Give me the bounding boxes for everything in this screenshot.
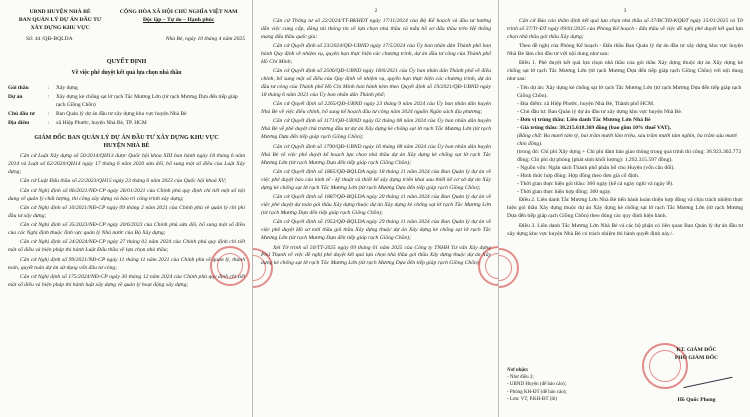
info-value: Xây dựng kè chống sạt lở rạch Tắc Mương Lớn (từ rạch Mương Dựa đến tiếp giáp rạch Giồng Chồn): [56, 93, 238, 108]
award-item: - Hình thức hợp đồng: Hợp đồng theo đơn giá cố định.: [517, 172, 640, 179]
proposal-paragraph: Theo đề nghị của Phòng Kế hoạch - Đấu thầu Ban Quản lý dự án đầu tư xây dựng khu vực huyện Nhà Bè lâm chủ đầu tư với nội dung như sau:: [507, 42, 743, 57]
legal-paragraph: Căn cứ Thông tư số 22/2024/TT-BKHĐT ngày 17/11/2024 của Bộ Kế hoạch và đầu tư hướng dẫn việc cung cấp, đăng tải thông tin về lựa chọn nhà thầu và mẫu hồ sơ đấu thầu trên Hệ thống mạng đấu thầu quốc gia;: [261, 17, 491, 40]
legal-paragraph: Căn cứ Nghị định số 24/2024/NĐ-CP ngày 27 tháng 02 năm 2024 của Chính phủ quy định chi tiết một số điều và biện pháp thi hành Luật Đấu thầu về lựa chọn nhà thầu;: [8, 239, 245, 254]
legal-paragraph: Căn cứ Quyết định số 2506/QĐ-UBND ngày 18/6/2021 của Ủy ban nhân dân Thành phố về điều chỉnh, bổ sung một số điều của Quy định về nhiệm vụ, quyền hạn thực hiện các chương trình, dự án đầu tư công của Thành phố Hồ Chí Minh ban hành kèm theo Quyết định số 19/2021/QĐ-UBND ngày 18 tháng 6 năm 2021 của Ủy ban nhân dân Thành phố;: [261, 68, 491, 98]
article-1: Điều 1. Phê duyệt kết quả lựa chọn nhà thầu của gói thầu Xây dựng thuộc dự án Xây dựng kè chống sạt lở rạch Tắc Mương Lớn (từ rạch Mương Dựa đến tiếp giáp rạch Giồng Chồn) với nội dung như sau:: [507, 60, 743, 83]
national-motto: Độc lập – Tự do – Hạnh phúc: [142, 17, 215, 24]
issuer-line-2: HUYỆN NHÀ BÈ: [103, 143, 150, 150]
recipients-heading: Nơi nhận:: [507, 367, 529, 373]
info-key: Dự án: [8, 93, 23, 100]
signer-name: Hồ Quốc Phong: [677, 397, 716, 404]
signature-block: [649, 347, 744, 405]
agency-line-1: UBND HUYỆN NHÀ BÈ: [29, 9, 91, 15]
recipient-item: - UBND Huyện (để báo cáo);: [507, 382, 567, 388]
info-table: [8, 84, 245, 128]
award-item: - Đơn vị trúng thầu: Liên danh Tắc Mương Lớn Nhà Bè: [517, 117, 651, 124]
award-item: (Bằng chữ: Ba mươi tám tỷ, hai trăm mười lăm triệu, sáu trăm mười tám nghìn, ba trăm sáu mươi chín đồng).: [517, 132, 737, 147]
legal-paragraph: Căn cứ Quyết định số 1887/QĐ-BQLDA ngày 20 tháng 11 năm 2024 của Ban Quản lý dự án về việc phê duyệt dự toán gói thầu Xây dựng thuộc dự án Xây dựng kè chống sạt lở rạch Tắc Mương Lớn (từ rạch Mương Dựa đến tiếp giáp rạch Giồng Chồn);: [261, 194, 491, 216]
award-item: - Chủ đầu tư: Ban Quản lý dự án đầu tư xây dựng khu vực huyện Nhà Bè.: [517, 109, 683, 116]
page-number: 2: [374, 8, 378, 14]
legal-paragraph: Căn cứ Nghị định số 175/2024/NĐ-CP ngày 30 tháng 12 năm 2024 của Chính phủ quy định chi tiết một số điều và biện pháp thi hành luật xây dựng về quản lý hoạt động xây dựng;: [8, 274, 245, 288]
info-row: Địa điểm : xã Hiệp Phước, huyện Nhà Bè, TP. HCM: [8, 119, 245, 128]
legal-paragraph: Căn cứ Quyết định số 1952/QĐ-BQLDA ngày 29 tháng 11 năm 2024 của Ban Quản lý dự án về việc phê duyệt Hồ sơ mời thầu gói thầu Xây dựng thuộc dự án Xây dựng kè chống sạt lở rạch Tắc Mương Lớn (từ rạch Mương Dựa đến tiếp giáp rạch Giồng Chồn);: [261, 219, 491, 242]
award-details: [507, 85, 743, 196]
red-seal-stamp: [210, 246, 250, 286]
recipient-item: - Lưu: VT, P.KH-ĐT (lô): [507, 396, 557, 402]
award-item: - Nguồn vốn: Ngân sách Thành phố phân bổ cho Huyện (vốn cân đối).: [517, 164, 675, 171]
legal-paragraph: Căn cứ Nghị định số 06/2021/NĐ-CP ngày 26/01/2021 của Chính phủ quy định chi tiết một số nội dung về quản lý chất lượng, thi công xây dựng và bảo trì công trình xây dựng;: [8, 187, 245, 202]
legal-paragraph: Căn cứ Quyết định số 1865/QĐ-BQLDA ngày 18 tháng 11 năm 2024 của Ban Quản lý dự án về việc phê duyệt báo cáo kinh tế - kỹ thuật và thiết kế xây dựng triển khai sau thiết kế cơ sở dự án Xây dựng kè chống sạt lở rạch Tắc Mương Lớn (từ rạch Mương Dựa đến tiếp giáp rạch Giồng Chồn);: [261, 168, 491, 191]
legal-paragraph: Căn cứ Nghị định số 10/2021/NĐ-CP ngày 09 tháng 2 năm 2021 của Chính phủ về quản lý chi phí đầu tư xây dựng;: [8, 204, 245, 219]
legal-paragraph: Căn cứ Quyết định số 1171/QĐ-UBND ngày 02 tháng 08 năm 2024 của Ủy ban nhân dân huyện Nhà Bè về phê duyệt chủ trương đầu tư dự án Xây dựng kè chống sạt lở rạch Tắc Mương Lớn (từ rạch Mương Dựa đến tiếp giáp rạch Giồng Chồn);: [261, 118, 491, 141]
document-subtitle: Về việc phê duyệt kết quả lựa chọn nhà thầu: [71, 70, 182, 77]
legal-paragraph: Căn cứ Nghị định số 35/2023/NĐ-CP ngày 20/6/2023 của Chính phủ sửa đổi, bổ sung một số điều của các Nghị định thuộc lĩnh vực quản lý Nhà nước của Bộ Xây dựng;: [8, 222, 245, 237]
recipient-item: - Phòng KH-ĐT (để báo cáo);: [507, 389, 567, 395]
issuer-line-1: GIÁM ĐỐC BAN QUẢN LÝ DỰ ÁN ĐẦU TƯ XÂY DỰNG KHU VỰC: [34, 134, 219, 141]
document-number: Số: 44 /QĐ-BQLDA: [26, 36, 73, 43]
recipient-item: - Như điều 3;: [507, 375, 534, 380]
national-title: CỘNG HÒA XÃ HỘI CHỦ NGHĨA VIỆT NAM: [119, 9, 238, 15]
award-item: - Giá trúng thầu: 38.215.618.369 đồng (bao gồm 10% thuế VAT),: [517, 125, 671, 132]
document-title: QUYẾT ĐỊNH: [106, 58, 147, 66]
legal-paragraph: Căn cứ Quyết định số 1790/QĐ-UBND ngày 16 tháng 08 năm 2024 của Ủy ban nhân dân huyện Nhà Bè về việc phê duyệt kế hoạch lựa chọn nhà thầu dự án Xây dựng kè chống sạt lở rạch Tắc Mương Lớn (từ rạch Mương Dựa đến tiếp giáp rạch Giồng Chồn);: [261, 143, 491, 166]
legal-paragraph: Căn cứ Nghị định số 99/2021/NĐ-CP ngày 11 tháng 11 năm 2021 của Chính phủ về quản lý, thanh toán, quyết toán dự án sử dụng vốn đầu tư công;: [8, 256, 245, 271]
legal-paragraph: Căn cứ Quyết định số 2265/QĐ-UBND ngày 23 tháng 9 năm 2024 của Ủy ban nhân dân huyện Nhà Bè về việc điều chỉnh, bổ sung kế hoạch đầu tư công năm 2024 nguồn Ngân sách địa phương;: [261, 101, 491, 116]
issuer-heading: [8, 134, 245, 150]
article-2: Điều 2. Liên danh Tắc Mương Lớn Nhà Bè tiến hành hoàn thiện hợp đồng và chịu trách nhiệm thực hiện gói thầu Xây dựng thuộc dự án Xây dựng kè chống sạt lở rạch Tắc Mương Lớn (từ rạch Mương Dựa đến tiếp giáp rạch Giồng Chồn) theo đúng các quy định hiện hành.: [507, 197, 743, 220]
award-item: - Thời gian thực hiện hợp đồng: 360 ngày.: [517, 188, 612, 195]
legal-paragraph: Căn cứ Quyết định số 23/2024/QĐ-UBND ngày 17/5/2024 của Ủy ban nhân dân Thành phố ban hành Quy định về nhiệm vụ, quyền hạn thực hiện các chương trình, dự án đầu tư công của Thành phố Hồ Chí Minh;: [261, 42, 491, 65]
info-row: Gói thầu : Xây dựng: [8, 84, 245, 93]
award-item: - Tên dự án: Xây dựng kè chống sạt lở rạch Tắc Mương Lớn (từ rạch Mương Dựa đến tiếp giáp rạch Giồng Chồn).: [517, 85, 742, 100]
info-row: Dự án : Xây dựng kè chống sạt lở rạch Tắc Mương Lớn (từ rạch Mương Dựa đến tiếp giáp rạch Giồng Chồn): [8, 93, 245, 110]
agency-line-2: BAN QUẢN LÝ DỰ ÁN ĐẦU TƯ: [18, 17, 102, 24]
document-page-3: [498, 0, 750, 417]
recipients-list: [507, 367, 567, 403]
info-value: xã Hiệp Phước, huyện Nhà Bè, TP. HCM: [56, 119, 147, 126]
agency-line-3: XÂY DỰNG KHU VỰC: [30, 25, 90, 32]
award-item: (trong đó: Chi phí Xây dựng + Chi phí đảm bảo giao thông trong quá trình thi công: 36.923.302.772 đồng; Chi phí dự phòng (phát sinh khối lượng): 1.292.315.597 đồng).: [517, 148, 742, 163]
award-item: - Địa điểm: xã Hiệp Phước, huyện Nhà Bè, Thành phố HCM.: [517, 101, 655, 108]
info-row: Chủ đầu tư : Ban Quản lý dự án đầu tư xây dựng khu vực huyện Nhà Bè: [8, 110, 245, 119]
legal-paragraph: Xét Tờ trình số 50/TT-2025 ngày 09 tháng 01 năm 2025 của Công ty TNHH Tư vấn Xây dựng Phú Thạnh về việc đề nghị phê duyệt kết quả lựa chọn nhà thầu gói thầu Xây dựng thuộc dự án Xây dựng kè chống sạt lở rạch Tắc Mương Lớn (từ rạch Mương Dựa đến tiếp giáp rạch Giồng Chồn);: [261, 244, 491, 267]
red-seal-stamp: [498, 248, 519, 288]
sign-role: KT. GIÁM ĐỐC: [676, 347, 717, 354]
info-value: Ban Quản lý dự án đầu tư xây dựng khu vực huyện Nhà Bè: [56, 110, 187, 117]
document-date: Nhà Bè, ngày 10 tháng 4 năm 2025: [165, 36, 245, 43]
info-value: Xây dựng: [56, 84, 78, 91]
award-item: - Thời gian thực hiện gói thầu: 360 ngày (kể cả ngày nghỉ và ngày lễ).: [517, 180, 674, 187]
legal-paragraph: Căn cứ Luật Xây dựng số 50/2014/QH13 được Quốc hội khóa XIII ban hành ngày 18 tháng 6 năm 2014 và Luật số 62/2020/QH14 ngày 17 tháng 6 năm 2020 sửa đổi, bổ sung một số điều của Luật Xây dựng;: [8, 153, 245, 176]
document-page-2: [252, 0, 498, 417]
page-number: 3: [623, 8, 627, 14]
document-page-1: [0, 0, 252, 417]
header: [8, 8, 245, 32]
legal-paragraph: Căn cứ Luật Đấu thầu số 22/2023/QH15 ngày 23 tháng 6 năm 2023 của Quốc hội khoá XV;: [20, 178, 227, 185]
sign-title: PHÓ GIÁM ĐỐC: [674, 355, 719, 362]
info-key: Chủ đầu tư: [8, 110, 35, 117]
info-key: Địa điểm: [8, 119, 30, 126]
legal-paragraph: Căn cứ Báo cáo thẩm định kết quả lựa chọn nhà thầu số 37/BCTĐ-KQĐT ngày 15/01/2025 và Tờ trình số 37/Tr-ĐT ngày 09/01/2025 của Phòng Kế hoạch - đấu thầu về việc đề nghị phê duyệt kết quả lựa chọn nhà thầu gói thầu Xây dựng;: [507, 17, 743, 40]
info-key: Gói thầu: [8, 84, 29, 91]
article-3: Điều 3. Liên danh Tắc Mương Lớn Nhà Bè và các bộ phận có liên quan Ban Quản lý dự án đầu tư xây dựng khu vực huyện Nhà Bè có trách nhiệm thi hành quyết định này./.: [507, 222, 743, 237]
